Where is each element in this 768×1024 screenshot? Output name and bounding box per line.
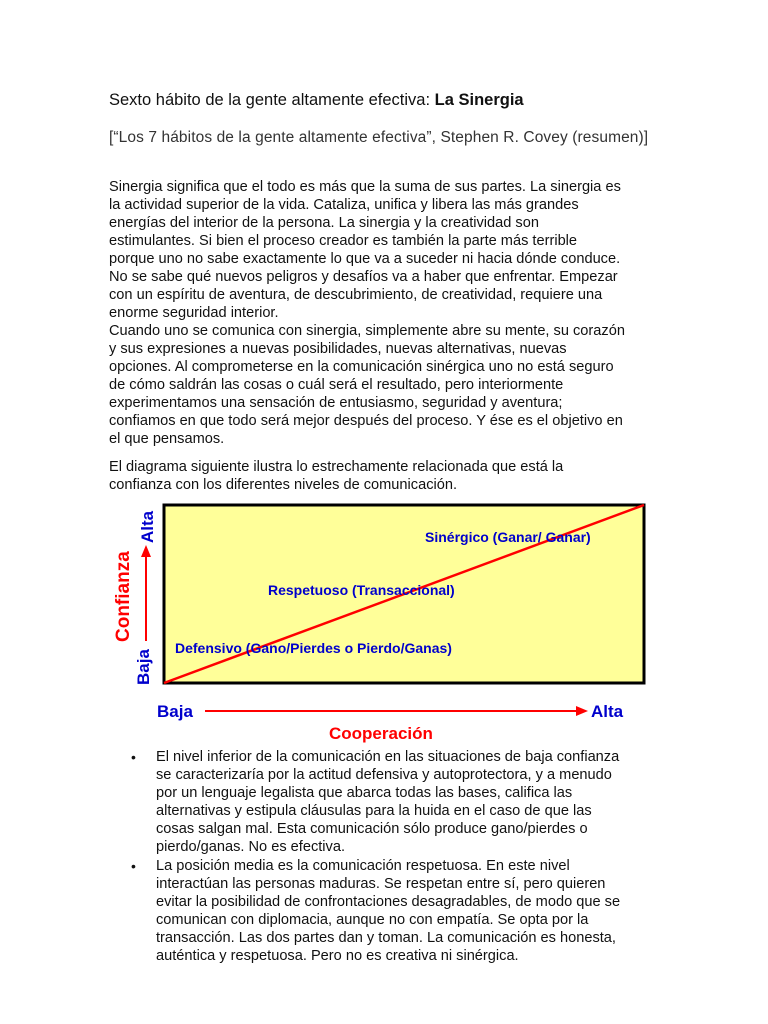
list-item: [109, 857, 669, 965]
diagram-svg: [100, 495, 660, 745]
text-line: Sinergia significa que el todo es más que la suma de sus partes. La sinergia es: [109, 179, 621, 195]
document-title: [109, 91, 524, 110]
text-line: La posición media es la comunicación respetuosa. En este nivel: [156, 858, 570, 874]
text-line: estimulantes. Si bien el proceso creador es también la parte más terrible: [109, 233, 578, 249]
text-line: por un lenguaje legalista que abarca todas las bases, califica las: [156, 785, 573, 801]
text-line: comunican con diplomacia, aunque no con empatía. Se opta por la: [156, 912, 589, 928]
text-line: interactúan las personas maduras. Se respetan entre sí, pero quieren: [156, 876, 606, 892]
bullet-list: [109, 748, 669, 966]
y-axis-low-label: Baja: [134, 649, 153, 685]
text-line: confiamos en que todo será mejor después del proceso. Y ése es el objetivo en: [109, 413, 623, 429]
paragraph-diagram-intro: [109, 458, 669, 494]
text-line: cosas salgan mal. Esta comunicación sólo produce gano/pierdes o: [156, 821, 588, 837]
bullet-symbol: •: [131, 858, 136, 874]
x-axis-low-label: Baja: [157, 702, 193, 721]
text-line: alternativas y estipula cláusulas para la huida en el caso de que las: [156, 803, 592, 819]
list-item: [109, 748, 669, 856]
text-line: con un espíritu de aventura, de descubrimiento, de creatividad, requiere una: [109, 287, 603, 303]
text-line: El diagrama siguiente ilustra lo estrechamente relacionada que está la: [109, 459, 564, 475]
text-line: el que pensamos.: [109, 431, 225, 447]
paragraph-intro: [109, 178, 669, 448]
document-subtitle: [“Los 7 hábitos de la gente altamente efectiva”, Stephen R. Covey (resumen)]: [109, 129, 649, 146]
text-line: enorme seguridad interior.: [109, 305, 279, 321]
text-line: auténtica y respetuosa. Pero no es creativa ni sinérgica.: [156, 948, 519, 964]
trust-cooperation-diagram: [100, 495, 660, 745]
text-line: No se sabe qué nuevos peligros y desafíos va a haber que enfrentar. Empezar: [109, 269, 618, 285]
text-line: evitar la posibilidad de confrontaciones desagradables, de modo que se: [156, 894, 621, 910]
text-line: confianza con los diferentes niveles de comunicación.: [109, 477, 458, 493]
title-bold-text: La Sinergia: [434, 91, 524, 109]
text-line: El nivel inferior de la comunicación en las situaciones de baja confianza: [156, 749, 620, 765]
title-text: Sexto hábito de la gente altamente efectiva:: [109, 91, 435, 109]
text-line: y sus expresiones a nuevas posibilidades, nuevas alternativas, nuevas: [109, 341, 567, 357]
text-line: transacción. Las dos partes dan y toman. La comunicación es honesta,: [156, 930, 616, 946]
text-line: la actividad superior de la vida. Cataliza, unifica y libera las más grandes: [109, 197, 579, 213]
text-line: opciones. Al comprometerse en la comunicación sinérgica uno no está seguro: [109, 359, 614, 375]
x-axis-arrowhead: [576, 706, 588, 716]
bullet-symbol: •: [131, 749, 136, 765]
level-respectful-label: Respetuoso (Transaccional): [268, 582, 455, 598]
text-line: se caracterizaría por la actitud defensiva y autoprotectora, y a menudo: [156, 767, 612, 783]
text-line: experimentamos una sensación de entusiasmo, seguridad y aventura;: [109, 395, 563, 411]
text-line: Cuando uno se comunica con sinergia, simplemente abre su mente, su corazón: [109, 323, 625, 339]
level-synergic-label: Sinérgico (Ganar/ Ganar): [425, 529, 591, 545]
text-line: porque uno no sabe exactamente lo que va a suceder ni hacia dónde conduce.: [109, 251, 621, 267]
x-axis-title: Cooperación: [329, 724, 433, 743]
y-axis-title: Confianza: [113, 551, 134, 642]
level-defensive-label: Defensivo (Gano/Pierdes o Pierdo/Ganas): [175, 640, 452, 656]
text-line: de cómo saldrán las cosas o cuál será el resultado, pero interiormente: [109, 377, 564, 393]
y-axis-arrowhead: [141, 545, 151, 557]
text-line: pierdo/ganas. No es efectiva.: [156, 839, 346, 855]
y-axis-high-label: Alta: [138, 510, 157, 543]
text-line: energías del interior de la persona. La sinergia y la creatividad son: [109, 215, 539, 231]
x-axis-high-label: Alta: [591, 702, 624, 721]
